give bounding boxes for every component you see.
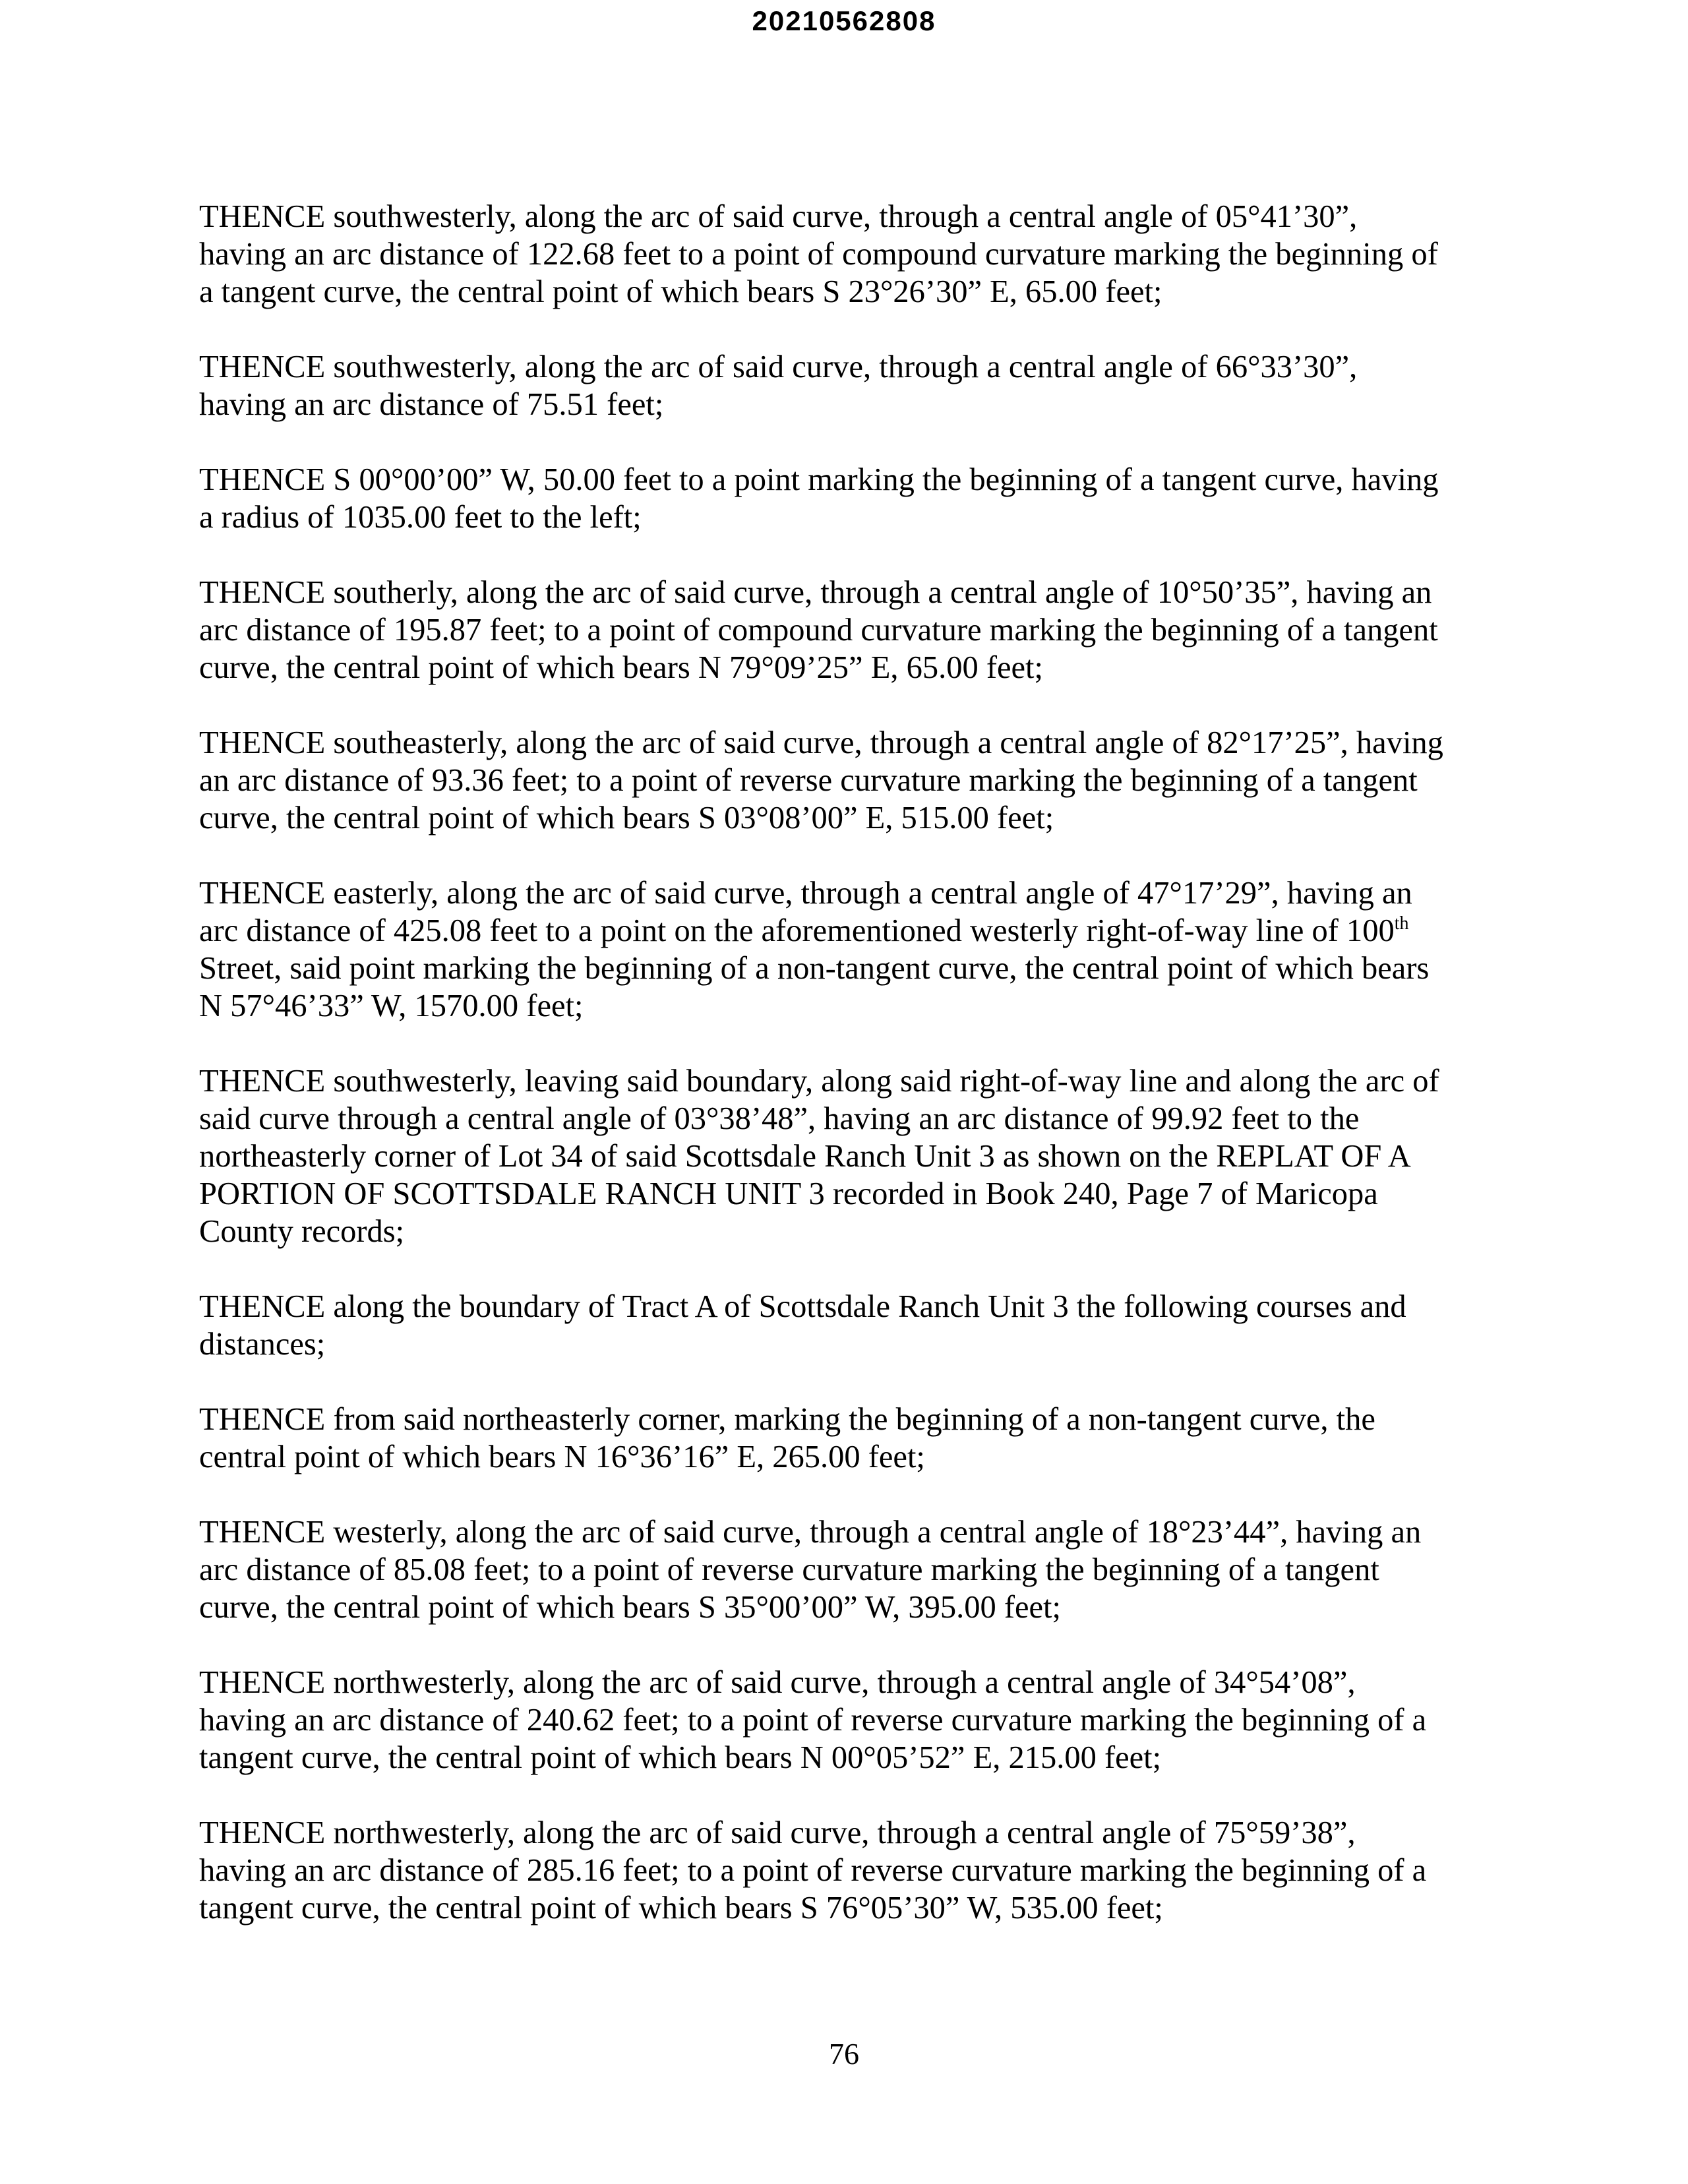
line-text: an arc distance of 93.36 feet; to a point of reverse curvature marking the beginning of a tangent [199, 763, 1418, 798]
line-text: distances; [199, 1327, 326, 1362]
paragraph-line [199, 198, 1492, 235]
paragraph-line [199, 1701, 1492, 1739]
paragraph-line [199, 1213, 1492, 1250]
line-text: THENCE southwesterly, along the arc of said curve, through a central angle of 66°33’30”, [199, 349, 1358, 384]
paragraph-line [199, 1889, 1492, 1927]
line-text: Street, said point marking the beginning of a non-tangent curve, the central point of which bears [199, 951, 1430, 986]
paragraph-line [199, 950, 1492, 987]
legal-description-paragraph [199, 874, 1492, 1025]
paragraph-line [199, 762, 1492, 799]
paragraph-line [199, 1589, 1492, 1626]
line-text: central point of which bears N 16°36’16” E, 265.00 feet; [199, 1440, 925, 1474]
paragraph-line [199, 574, 1492, 611]
paragraph-line [199, 1138, 1492, 1175]
paragraph-line [199, 1401, 1492, 1438]
paragraph-line [199, 1739, 1492, 1776]
paragraph-line [199, 1062, 1492, 1100]
paragraph-line [199, 499, 1492, 536]
paragraph-line [199, 1438, 1492, 1476]
paragraph-line [199, 1175, 1492, 1213]
paragraph-line [199, 724, 1492, 762]
line-text: THENCE southwesterly, leaving said boundary, along said right-of-way line and along the arc of [199, 1064, 1439, 1099]
line-text: tangent curve, the central point of which bears N 00°05’52” E, 215.00 feet; [199, 1740, 1162, 1775]
paragraph-line [199, 1664, 1492, 1701]
line-text: THENCE northwesterly, along the arc of said curve, through a central angle of 34°54’08”, [199, 1665, 1356, 1700]
legal-description-paragraph [199, 1288, 1492, 1363]
line-text: having an arc distance of 285.16 feet; to a point of reverse curvature marking the beginning of a [199, 1853, 1427, 1888]
legal-description-paragraph [199, 1062, 1492, 1250]
line-text: arc distance of 195.87 feet; to a point of compound curvature marking the beginning of a tangent [199, 613, 1438, 648]
paragraph-line [199, 461, 1492, 499]
document-number-header: 20210562808 [752, 5, 936, 36]
line-text: curve, the central point of which bears S 03°08’00” E, 515.00 feet; [199, 801, 1054, 835]
line-text: THENCE southeasterly, along the arc of said curve, through a central angle of 82°17’25”, having [199, 725, 1443, 760]
page-number: 76 [829, 2037, 859, 2071]
line-text: a tangent curve, the central point of which bears S 23°26’30” E, 65.00 feet; [199, 274, 1162, 309]
ordinal-superscript: th [1394, 913, 1409, 934]
paragraph-line [199, 1814, 1492, 1852]
line-text: N 57°46’33” W, 1570.00 feet; [199, 988, 584, 1023]
line-text: arc distance of 85.08 feet; to a point of reverse curvature marking the beginning of a tangent [199, 1552, 1379, 1587]
paragraph-line [199, 987, 1492, 1025]
paragraph-line [199, 1513, 1492, 1551]
line-text: having an arc distance of 240.62 feet; to a point of reverse curvature marking the beginning of a [199, 1703, 1427, 1738]
paragraph-line [199, 386, 1492, 423]
paragraph-line [199, 1551, 1492, 1589]
line-text: THENCE S 00°00’00” W, 50.00 feet to a point marking the beginning of a tangent curve, having [199, 462, 1439, 497]
line-text: curve, the central point of which bears S 35°00’00” W, 395.00 feet; [199, 1590, 1061, 1625]
line-text: arc distance of 425.08 feet to a point on the aforementioned westerly right-of-way line of 100 [199, 913, 1395, 948]
line-text: northeasterly corner of Lot 34 of said Scottsdale Ranch Unit 3 as shown on the REPLAT OF A [199, 1139, 1411, 1174]
paragraph-line [199, 1288, 1492, 1325]
paragraph-line [199, 874, 1492, 912]
paragraph-line [199, 1325, 1492, 1363]
line-text: County records; [199, 1214, 405, 1249]
line-text: THENCE along the boundary of Tract A of Scottsdale Ranch Unit 3 the following courses and [199, 1289, 1406, 1324]
line-text: a radius of 1035.00 feet to the left; [199, 500, 642, 535]
paragraph-line [199, 912, 1492, 950]
legal-description-paragraph [199, 1513, 1492, 1626]
line-text: said curve through a central angle of 03°38’48”, having an arc distance of 99.92 feet to the [199, 1101, 1360, 1136]
line-text: THENCE westerly, along the arc of said curve, through a central angle of 18°23’44”, having an [199, 1515, 1422, 1550]
paragraph-line [199, 649, 1492, 686]
legal-description-paragraph [199, 724, 1492, 837]
legal-description-paragraph [199, 1814, 1492, 1927]
paragraph-line [199, 348, 1492, 386]
line-text: THENCE easterly, along the arc of said curve, through a central angle of 47°17’29”, having an [199, 876, 1412, 911]
legal-description-paragraph [199, 1401, 1492, 1476]
paragraph-line [199, 1852, 1492, 1889]
paragraph-line [199, 273, 1492, 311]
line-text: THENCE northwesterly, along the arc of said curve, through a central angle of 75°59’38”, [199, 1815, 1356, 1850]
paragraph-line [199, 235, 1492, 273]
legal-description-paragraph [199, 1664, 1492, 1776]
paragraph-line [199, 799, 1492, 837]
paragraph-line [199, 1100, 1492, 1138]
line-text: having an arc distance of 75.51 feet; [199, 387, 664, 422]
legal-description-paragraph [199, 461, 1492, 536]
line-text: THENCE from said northeasterly corner, marking the beginning of a non-tangent curve, the [199, 1402, 1375, 1437]
paragraph-line [199, 611, 1492, 649]
line-text: PORTION OF SCOTTSDALE RANCH UNIT 3 recorded in Book 240, Page 7 of Maricopa [199, 1176, 1378, 1211]
legal-description-paragraph [199, 348, 1492, 423]
line-text: THENCE southwesterly, along the arc of said curve, through a central angle of 05°41’30”, [199, 199, 1358, 234]
line-text: curve, the central point of which bears N 79°09’25” E, 65.00 feet; [199, 650, 1043, 685]
line-text: having an arc distance of 122.68 feet to a point of compound curvature marking the beginning of [199, 237, 1438, 272]
line-text: THENCE southerly, along the arc of said curve, through a central angle of 10°50’35”, having an [199, 575, 1432, 610]
line-text: tangent curve, the central point of which bears S 76°05’30” W, 535.00 feet; [199, 1891, 1163, 1926]
legal-description-paragraph [199, 574, 1492, 686]
document-body [199, 198, 1492, 1964]
legal-description-paragraph [199, 198, 1492, 311]
